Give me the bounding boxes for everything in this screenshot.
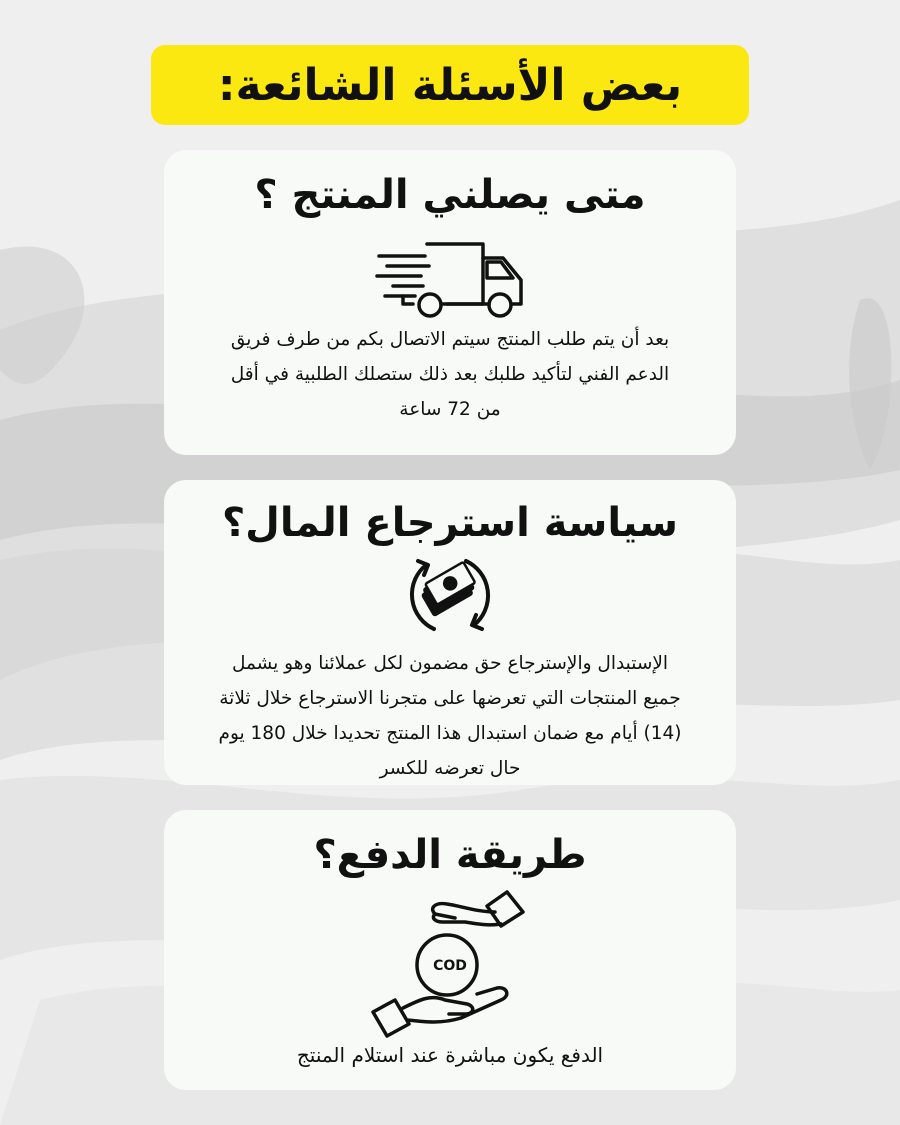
delivery-truck-icon — [375, 238, 525, 320]
money-refund-icon — [404, 555, 496, 635]
answer-line: (14) أيام مع ضمان استبدال هذا المنتج تحديدا خلال 180 يوم — [218, 723, 682, 744]
faq-question-payment: طريقة الدفع؟ — [313, 832, 587, 878]
answer-line: الدفع يكون مباشرة عند استلام المنتج — [296, 1043, 604, 1067]
page-title: بعض الأسئلة الشائعة: — [217, 59, 683, 111]
answer-line: من 72 ساعة — [399, 399, 501, 420]
faq-answer-payment — [190, 1038, 710, 1073]
faq-question-refund: سياسة استرجاع المال؟ — [221, 500, 679, 546]
faq-answer-refund — [190, 646, 710, 786]
faq-card-delivery — [164, 150, 736, 455]
answer-line: الإستبدال والإسترجاع حق مضمون لكل عملائنا وهو يشمل — [231, 653, 669, 674]
answer-line: حال تعرضه للكسر — [379, 758, 521, 779]
page-title-banner — [151, 45, 749, 125]
faq-answer-delivery — [190, 322, 710, 427]
faq-card-payment — [164, 810, 736, 1090]
cod-label: COD — [433, 958, 467, 974]
answer-line: بعد أن يتم طلب المنتج سيتم الاتصال بكم من طرف فريق — [230, 329, 670, 350]
answer-line: الدعم الفني لتأكيد طلبك بعد ذلك ستصلك الطلبية في أقل — [230, 364, 670, 385]
faq-question-delivery: متى يصلني المنتج ؟ — [254, 172, 646, 218]
answer-line: جميع المنتجات التي تعرضها على متجرنا الاسترجاع خلال ثلاثة — [219, 688, 681, 709]
faq-card-refund — [164, 480, 736, 785]
